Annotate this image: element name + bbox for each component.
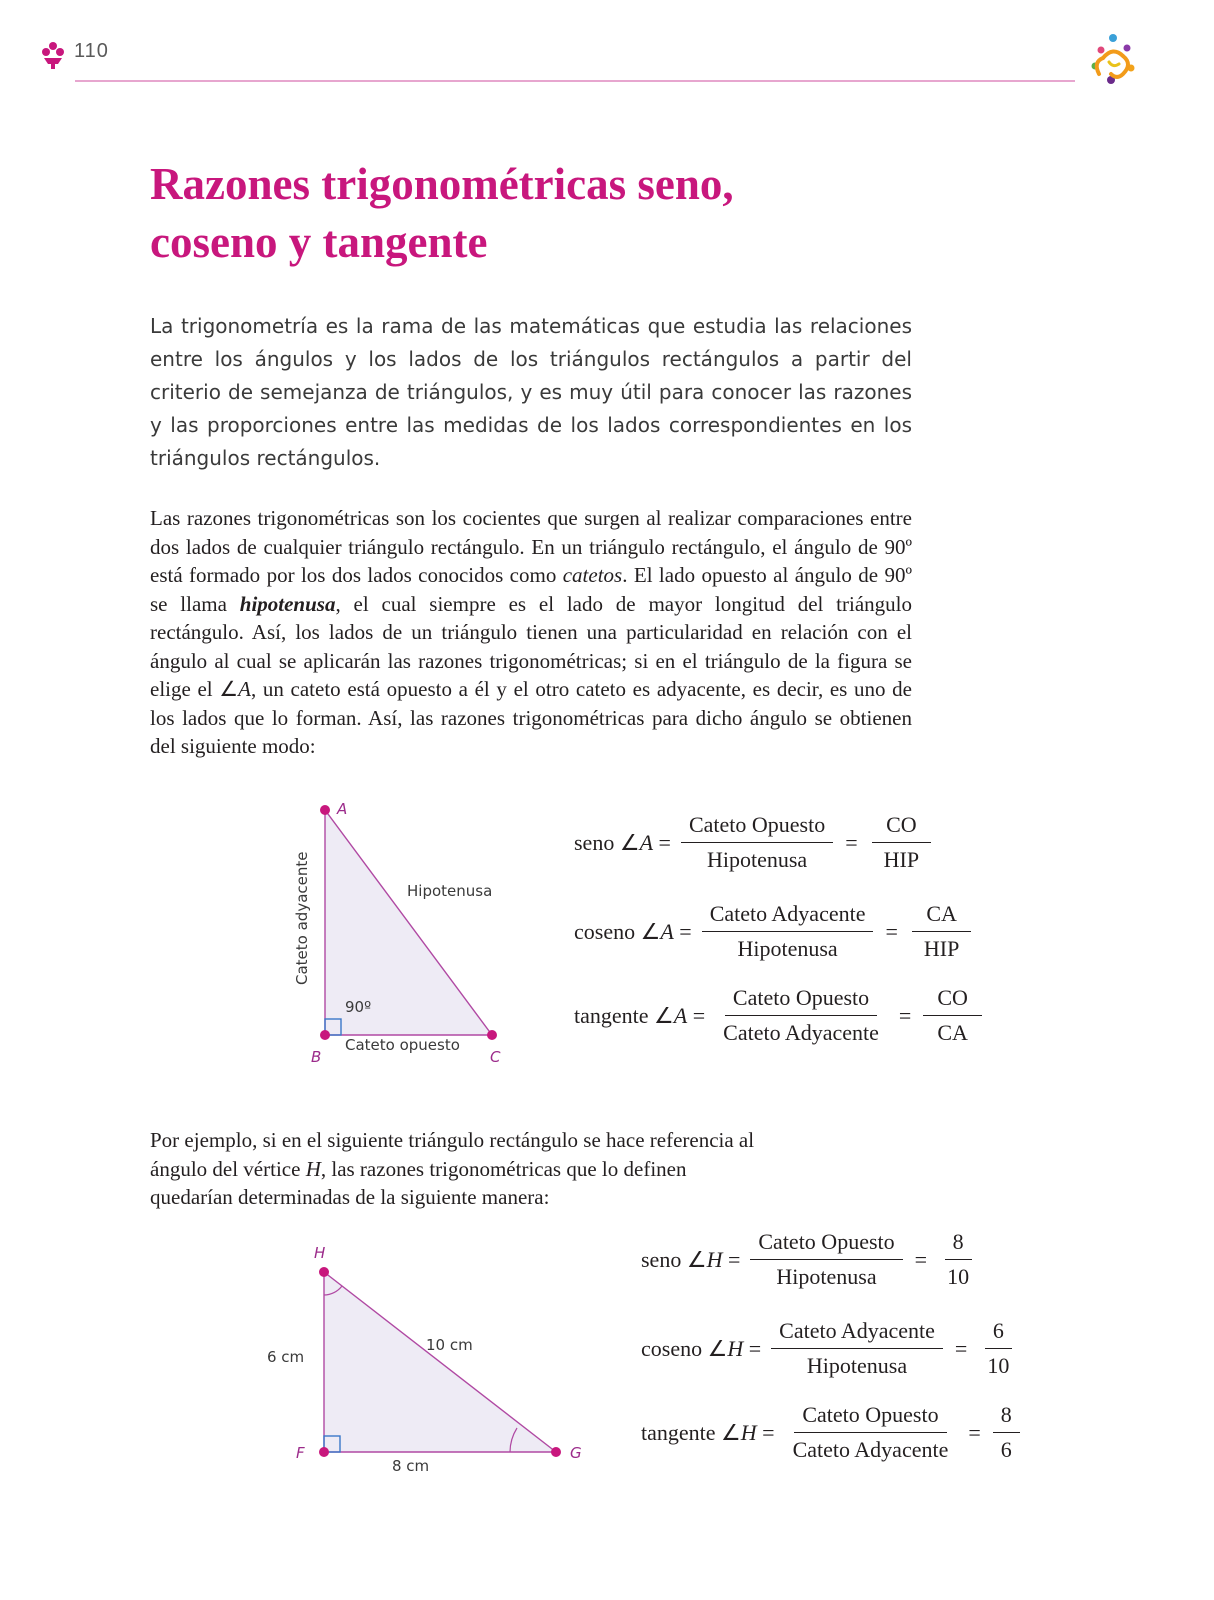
vertex-a-label: A [337,800,348,818]
flower-icon [40,40,66,70]
adjacent-label: Cateto adyacente [293,851,311,985]
tangent-h-equation: tangente ∠H = $\frac{\text{Cateto Opuesto}}{\text{Cateto Adyacente}}$ = $\frac{8}{6}$ [641,1400,1026,1465]
side-hf-label: 6 cm [267,1348,305,1366]
title-line-1: Razones trigonométricas seno, [150,159,734,209]
vertex-g-dot [551,1447,561,1457]
vertex-g-label: G [570,1444,582,1462]
vertex-f-label: F [296,1444,305,1462]
sine-a-equation: seno ∠A = $\frac{\text{Cateto Opuesto}}{\text{Hipotenusa}}$ = $\frac{CO}{\text{HIP}}$ [574,810,939,875]
tangent-a-equation: tangente ∠A = $\frac{\text{Cateto Opuesto}}{\text{Cateto Adyacente}}$ = $\frac{CO}{CA}$ [574,983,988,1048]
vertex-f-dot [319,1447,329,1457]
triangle-hfg [324,1272,556,1452]
vertex-b-dot [320,1030,330,1040]
sine-h-equation: seno ∠H = $\frac{\text{Cateto Opuesto}}{\text{Hipotenusa}}$ = $\frac{8}{10}$ [641,1227,983,1292]
vertex-a-dot [320,805,330,815]
people-circle-logo-icon [1083,32,1143,86]
cosine-a-equation: coseno ∠A = $\frac{\text{Cateto Adyacente}}{\text{Hipotenusa}}$ = $\frac{CA}{\text{HIP}}$ [574,899,979,964]
header-rule [75,80,1075,82]
title-line-2: coseno y tangente [150,217,488,267]
example-paragraph: Por ejemplo, si en el siguiente triángulo rectángulo se hace referencia al ángulo del vértice H, las razones trigonométricas que lo definen quedarían determinadas de la siguiente manera: [150,1128,755,1209]
vertex-c-dot [487,1030,497,1040]
intro-paragraph: La trigonometría es la rama de las matemáticas que estudia las relaciones entre los ángulos y los lados de los triángulos rectángulos a partir del criterio de semejanza de triángulos, y es muy útil para conocer las razones y las proporciones entre las medidas de los lados correspondientes en los triángulos rectángulos. [150,314,912,470]
page-title [150,155,970,271]
right-angle-label: 90º [345,998,372,1016]
hypotenuse-label: Hipotenusa [407,882,493,900]
vertex-h-label: H [314,1244,326,1262]
vertex-b-label: B [311,1048,322,1066]
vertex-c-label: C [490,1048,501,1066]
cosine-h-equation: coseno ∠H = $\frac{\text{Cateto Adyacente}}{\text{Hipotenusa}}$ = $\frac{6}{10}$ [641,1316,1023,1381]
opposite-label: Cateto opuesto [345,1036,460,1054]
definition-paragraph: Las razones trigonométricas son los cocientes que surgen al realizar comparaciones entre dos lados de cualquier triángulo rectángulo. En un triángulo rectángulo, el ángulo de 90º está formado por los dos lados conocidos como catetos. El lado opuesto al ángulo de 90º se llama hipotenusa, el cual siempre es el lado de mayor longitud del triángulo rectángulo. Así, los lados de un triángulo tienen una particularidad en relación con el ángulo al cual se aplicarán las razones trigonométricas; si en el triángulo de la figura se elige el ∠A, un cateto está opuesto a él y el otro cateto es adyacente, es decir, es uno de los lados que lo forman. Así, las razones trigonométricas para dicho ángulo se obtienen del siguiente modo: [150,506,912,758]
vertex-h-dot [319,1267,329,1277]
triangle-hfg-figure [262,1240,592,1480]
side-fg-label: 8 cm [392,1457,430,1475]
triangle-abc-figure [280,790,540,1070]
page-number: 110 [74,40,109,62]
side-hg-label: 10 cm [426,1336,473,1354]
